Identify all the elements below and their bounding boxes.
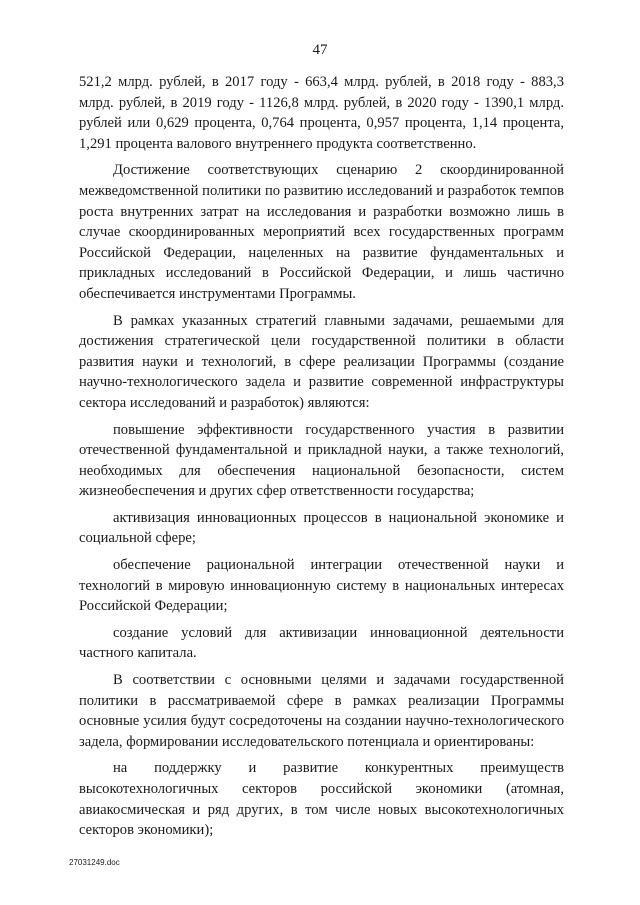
- document-body: [79, 72, 564, 847]
- page-number: 47: [312, 42, 328, 58]
- list-item-task-1: повышение эффективности государственного участия в развитии отечественной фундаментальной и прикладной науки, а также технологий, необходимых для обеспечения национальной безопасности, систем жизнеобеспечения и других сфер ответственности государства;: [79, 421, 564, 500]
- footer-filename: 27031249.doc: [69, 858, 120, 867]
- list-item-focus-1: на поддержку и развитие конкурентных преимуществ высокотехнологичных секторов российской экономики (атомная, авиакосмическая и ряд других, в том числе новых высокотехнологичных секторов экономики);: [79, 760, 564, 839]
- paragraph-scenario-2: Достижение соответствующих сценарию 2 скоординированной межведомственной политики по развитию исследований и разработок темпов роста внутренних затрат на исследования и разработки возможно лишь в случае скоординированных мероприятий всех государственных программ Российской Федерации, нацеленных на развитие фундаментальных и прикладных исследований в Российской Федерации, и лишь частично обеспечивается инструментами Программы.: [79, 162, 564, 302]
- list-item-task-3: обеспечение рациональной интеграции отечественной науки и технологий в мировую инновационную систему в национальных интересах Российской Федерации;: [79, 557, 564, 615]
- paragraph-main-tasks: В рамках указанных стратегий главными задачами, решаемыми для достижения стратегической цели государственной политики в области развития науки и технологий, в сфере реализации Программы (создание научно-технологического задела и развитие современной инфраструктуры сектора исследований и разработок) являются:: [79, 312, 564, 411]
- list-item-task-4: создание условий для активизации инновационной деятельности частного капитала.: [79, 624, 564, 662]
- paragraph-focus-areas: В соответствии с основными целями и задачами государственной политики в рассматриваемой сфере в рамках реализации Программы основные усилия будут сосредоточены на создании научно-технологического задела, формировании исследовательского потенциала и ориентированы:: [79, 672, 564, 750]
- list-item-task-2: активизация инновационных процессов в национальной экономике и социальной сфере;: [79, 509, 564, 547]
- paragraph-budget-figures: 521,2 млрд. рублей, в 2017 году - 663,4 млрд. рублей, в 2018 году - 883,3 млрд. рублей, в 2019 году - 1126,8 млрд. рублей, в 2020 году - 1390,1 млрд. рублей или 0,629 процента, 0,764 процента, 0,957 процента, 1,14 процента, 1,291 процента валового внутреннего продукта соответственно.: [79, 74, 564, 152]
